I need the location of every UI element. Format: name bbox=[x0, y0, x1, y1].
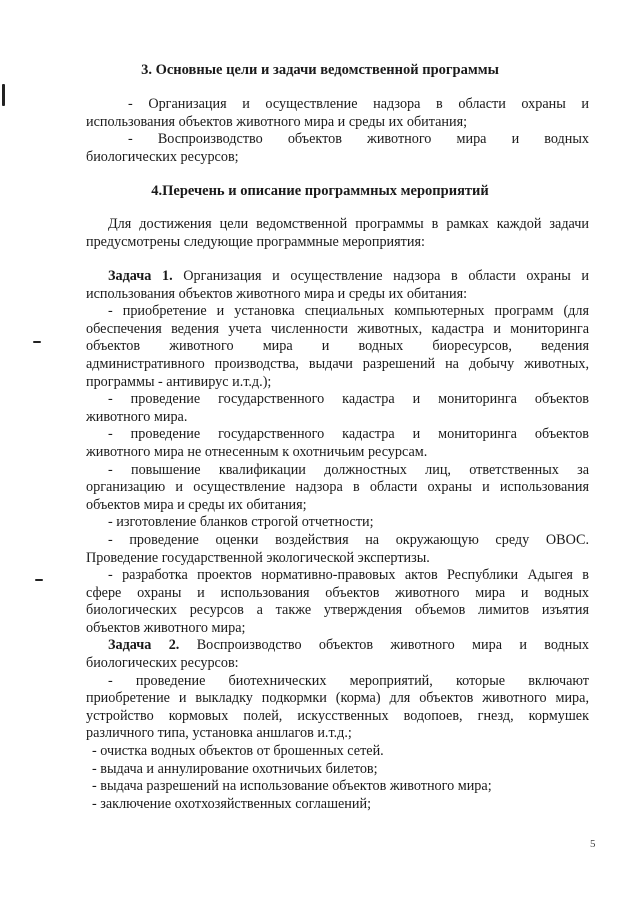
task-1-item-line: животного мира. bbox=[86, 408, 188, 425]
task-2-title-line-1 bbox=[86, 637, 589, 655]
task-2-list-item: - выдача разрешений на использование объектов животного мира; bbox=[92, 778, 492, 795]
task-1-item-line: сфере охраны и использования объектов животного мира и водных bbox=[86, 584, 589, 601]
task-1-item-line: - проведение оценки воздействия на окружающую среду ОВОС. bbox=[108, 531, 589, 548]
goal-2-line-2: биологических ресурсов; bbox=[86, 148, 239, 165]
task-1-item-line: Проведение государственной экологической экспертизы. bbox=[86, 549, 430, 566]
task-1-item-line: - проведение государственного кадастра и мониторинга объектов bbox=[108, 426, 589, 443]
task-1-items bbox=[86, 303, 589, 637]
section-4-intro bbox=[86, 216, 589, 251]
task-2-item-line: различного типа, установка аншлагов и.т.д.; bbox=[86, 725, 352, 742]
goal-2-line-1: - Воспроизводство объектов животного мира и водных bbox=[128, 131, 589, 148]
task-1-title-rest: Организация и осуществление надзора в области охраны и bbox=[172, 268, 589, 284]
task-2-title-rest: Воспроизводство объектов животного мира и водных bbox=[179, 637, 589, 654]
task-1-item-line: - разработка проектов нормативно-правовых актов Республики Адыгея в bbox=[108, 567, 589, 584]
goal-1-line-1: - Организация и осуществление надзора в области охраны и bbox=[128, 96, 589, 112]
section-4-title: 4.Перечень и описание программных мероприятий bbox=[151, 183, 489, 199]
task-1-item-line: - изготовление бланков строгой отчетности; bbox=[108, 514, 374, 531]
task-1-item-line: программы - антивирус и.т.д.); bbox=[86, 373, 272, 390]
section-3-goals bbox=[86, 96, 589, 166]
task-2-list-item: - очистка водных объектов от брошенных сетей. bbox=[92, 743, 384, 760]
task-1-item-line: - проведение государственного кадастра и мониторинга объектов bbox=[108, 391, 589, 408]
section-3-title: 3. Основные цели и задачи ведомственной программы bbox=[141, 62, 499, 78]
task-1-item-line: объектов животного мира; bbox=[86, 619, 246, 636]
intro-line-1: Для достижения цели ведомственной программы в рамках каждой задачи bbox=[108, 216, 589, 232]
goal-1-line-2: использования объектов животного мира и среды их обитания; bbox=[86, 113, 468, 130]
task-2-title-line-2: биологических ресурсов: bbox=[86, 655, 239, 672]
scan-mark bbox=[2, 84, 5, 106]
task-1-item-line: - приобретение и установка специальных компьютерных программ (для bbox=[108, 303, 589, 320]
task-2-item-biotech bbox=[86, 673, 589, 743]
task-2-item-line: - проведение биотехнических мероприятий, которые включают bbox=[108, 672, 589, 689]
task-1-item-line: обеспечения ведения учета численности животных, кадастра и мониторинга bbox=[86, 320, 589, 337]
task-1-item-line: биологических ресурсов а также утверждения объемов лимитов изъятия bbox=[86, 602, 589, 619]
task-1-item-line: животного мира не отнесенным к охотничьим ресурсам. bbox=[86, 443, 428, 460]
task-2-list-item: - заключение охотхозяйственных соглашений; bbox=[92, 795, 372, 812]
task-1-item-line: организацию и осуществление надзора в области охраны и использования bbox=[86, 479, 589, 496]
task-1 bbox=[86, 268, 589, 813]
task-1-title-line-2: использования объектов животного мира и среды их обитания: bbox=[86, 285, 468, 302]
task-1-item-line: объектов животного мира и водных биоресурсов, ведения bbox=[86, 338, 589, 355]
task-2-list-item: - выдача и аннулирование охотничьих билетов; bbox=[92, 760, 378, 777]
task-2-item-line: устройство кормовых полей, искусственных водопоев, гнезд, кормушек bbox=[86, 707, 589, 724]
task-1-item-line: объектов мира и среды их обитания; bbox=[86, 496, 307, 513]
intro-line-2: предусмотрены следующие программные мероприятия: bbox=[86, 233, 425, 250]
task-1-title-line-1 bbox=[86, 268, 589, 286]
page-number: 5 bbox=[590, 838, 596, 850]
scan-mark bbox=[35, 579, 43, 581]
task-1-item-line: административного производства, выдачи разрешений на добычу животных, bbox=[86, 355, 589, 372]
task-2-short-items bbox=[86, 743, 589, 813]
task-1-item-line: - повышение квалификации должностных лиц, ответственных за bbox=[108, 461, 589, 478]
task-2-label: Задача 2. bbox=[108, 637, 180, 654]
task-1-label: Задача 1. bbox=[108, 268, 173, 284]
task-2-item-line: приобретение и выкладку подкормки (корма) для объектов животного мира, bbox=[86, 690, 589, 707]
scan-mark bbox=[33, 341, 41, 343]
